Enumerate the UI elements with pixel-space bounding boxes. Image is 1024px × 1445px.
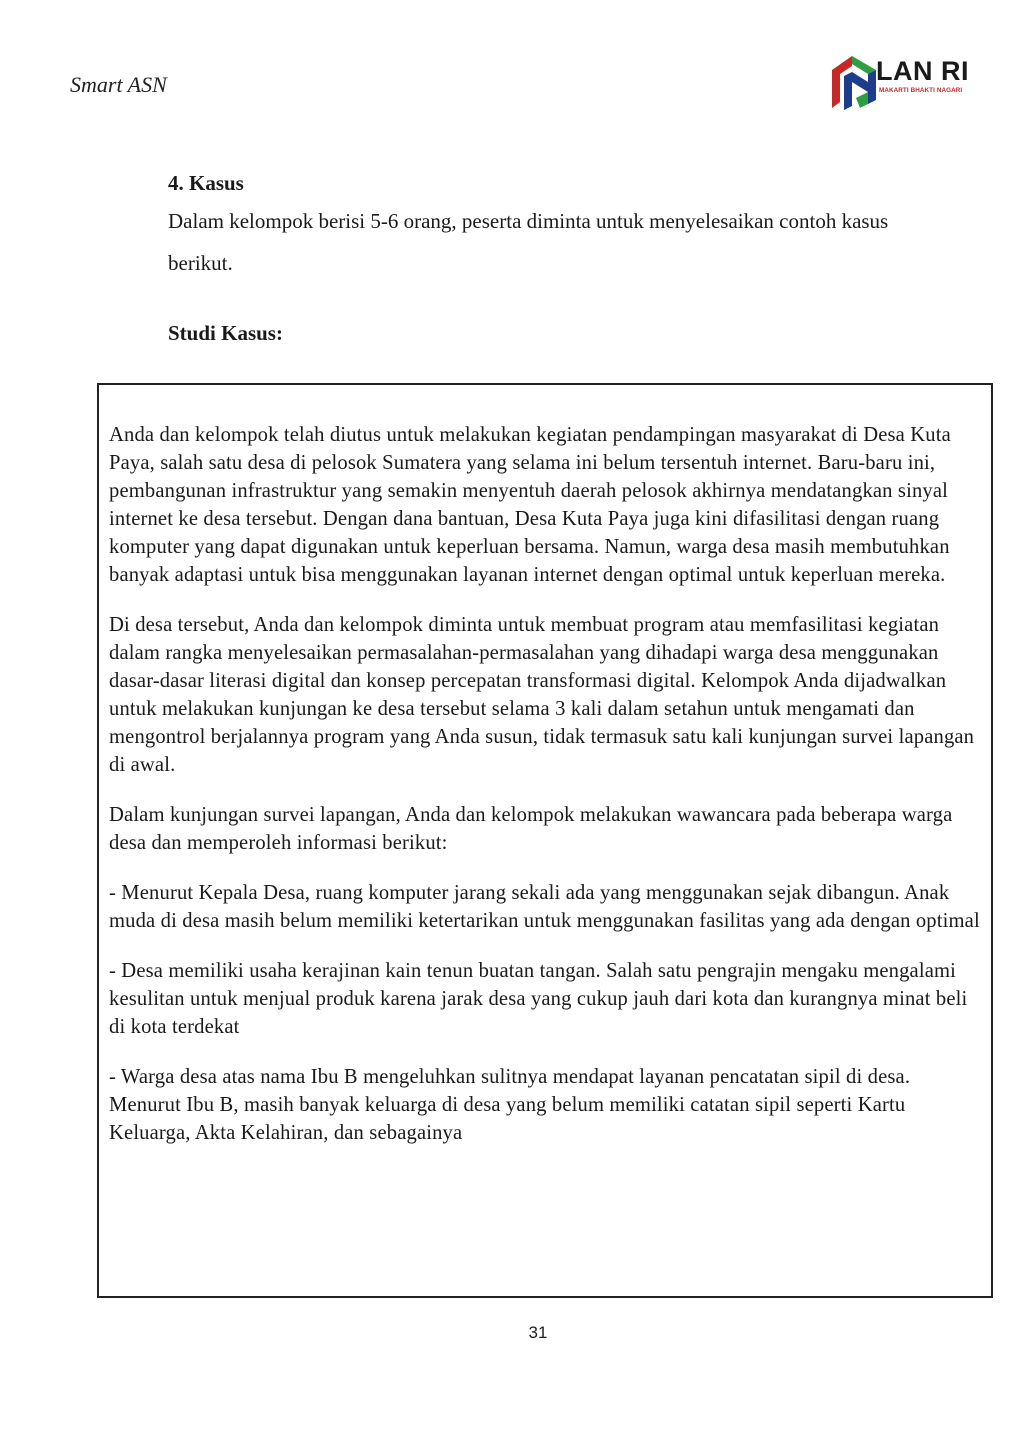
case-bullet-item: - Desa memiliki usaha kerajinan kain tenun buatan tangan. Salah satu pengrajin mengaku mengalami kesulitan untuk menjual produk karena jarak desa yang cukup jauh dari kota dan kurangnya minat beli di kota terdekat bbox=[109, 960, 968, 1038]
case-study-box bbox=[97, 383, 993, 1298]
page-number: 31 bbox=[528, 1323, 548, 1342]
logo-tagline: MAKARTI BHAKTI NAGARI bbox=[879, 87, 963, 94]
section-intro: Dalam kelompok berisi 5-6 orang, peserta diminta untuk menyelesaikan contoh kasus berikut. bbox=[168, 209, 889, 275]
lan-ri-logo bbox=[830, 52, 990, 114]
running-header-title: Smart ASN bbox=[70, 72, 167, 97]
case-paragraph: Di desa tersebut, Anda dan kelompok diminta untuk membuat program atau memfasilitasi kegiatan dalam rangka menyelesaikan permasalahan-permasalahan yang dihadapi warga desa menggunakan dasar-dasar literasi digital dan konsep percepatan transformasi digital. Kelompok Anda dijadwalkan untuk melakukan kunjungan ke desa tersebut selama 3 kali dalam setahun untuk mengamati dan mengontrol berjalannya program yang Anda susun, tidak termasuk satu kali kunjungan survei lapangan di awal. bbox=[109, 614, 975, 776]
kasus-section bbox=[168, 166, 948, 345]
case-paragraph: Dalam kunjungan survei lapangan, Anda dan kelompok melakukan wawancara pada beberapa warga desa dan memperoleh informasi berikut: bbox=[109, 804, 953, 854]
case-study-heading: Studi Kasus: bbox=[168, 321, 283, 345]
logo-name: LAN RI bbox=[876, 56, 969, 86]
case-bullet-item: - Warga desa atas nama Ibu B mengeluhkan sulitnya mendapat layanan pencatatan sipil di desa. Menurut Ibu B, masih banyak keluarga di desa yang belum memiliki catatan sipil seperti Kartu Keluarga, Akta Kelahiran, dan sebagainya bbox=[109, 1066, 911, 1144]
lan-ri-logo-mark-icon bbox=[830, 52, 880, 110]
case-bullet-item: - Menurut Kepala Desa, ruang komputer jarang sekali ada yang menggunakan sejak dibangun. Anak muda di desa masih belum memiliki ketertarikan untuk menggunakan fasilitas yang ada dengan optimal bbox=[109, 882, 980, 932]
case-paragraph: Anda dan kelompok telah diutus untuk melakukan kegiatan pendampingan masyarakat di Desa Kuta Paya, salah satu desa di pelosok Sumatera yang selama ini belum tersentuh internet. Baru-baru ini, pembangunan infrastruktur yang semakin menyentuh daerah pelosok akhirnya mendatangkan sinyal internet ke desa tersebut. Dengan dana bantuan, Desa Kuta Paya juga kini difasilitasi dengan ruang komputer yang dapat digunakan untuk keperluan bersama. Namun, warga desa masih membutuhkan banyak adaptasi untuk bisa menggunakan layanan internet dengan optimal untuk keperluan mereka. bbox=[109, 424, 951, 586]
section-heading: 4. Kasus bbox=[168, 171, 244, 195]
